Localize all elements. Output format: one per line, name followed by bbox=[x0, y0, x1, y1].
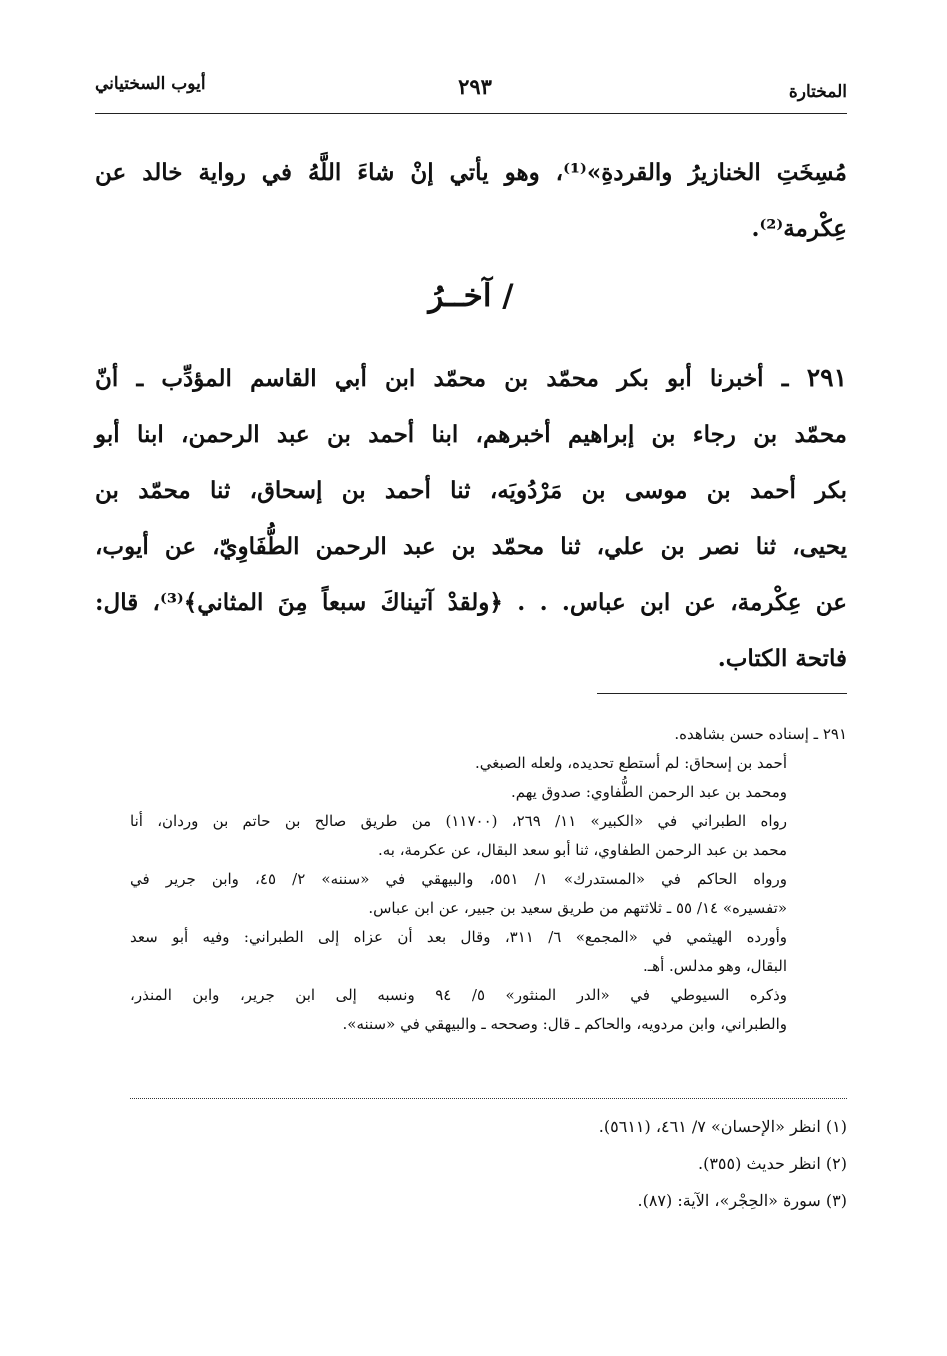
footnotes-divider bbox=[130, 1098, 847, 1099]
footnote: (٣) سورة «الحِجْر»، الآية: (٨٧). bbox=[637, 1191, 847, 1210]
note-line: ورواه الحاكم في «المستدرك» ١/ ٥٥١، والبيهقي في «سننه» ٢/ ٤٥، وابن جرير في bbox=[130, 870, 787, 888]
text-line bbox=[95, 350, 847, 407]
hadith-paragraph bbox=[95, 350, 847, 687]
text-line: بكر أحمد بن موسى بن مَرْدُويَه، ثنا أحمد بن إسحاق، ثنا محمّد بن bbox=[95, 477, 847, 504]
section-title: / آخــرُ bbox=[428, 278, 514, 314]
note-line: وذكره السيوطي في «الدر المنثور» ٥/ ٩٤ ونسبه إلى ابن جرير، وابن المنذر، bbox=[130, 986, 787, 1004]
note-line: أحمد بن إسحاق: لم أستطع تحديده، ولعله الصبغي. bbox=[474, 754, 787, 772]
note-line: ٢٩١ ـ إسناده حسن بشاهده. bbox=[674, 725, 847, 743]
note-line: والطبراني، وابن مردويه، والحاكم ـ قال: وصححه ـ والبيهقي في «سننه». bbox=[342, 1015, 787, 1033]
text-segment: ـ أخبرنا أبو بكر محمّد بن محمّد ابن أبي القاسم المؤدِّب ـ أنّ bbox=[95, 365, 789, 392]
footnote: (١) انظر «الإحسان» ٧/ ٤٦١، (٥٦١١). bbox=[598, 1117, 847, 1136]
text-line: فاتحة الكتاب. bbox=[717, 645, 847, 672]
note-line: «تفسيره» ١٤/ ٥٥ ـ ثلاثتهم من طريق سعيد بن جبير، عن ابن عباس. bbox=[368, 899, 787, 917]
note-line: محمد بن عبد الرحمن الطفاوي، ثنا أبو سعد البقال، عن عكرمة، به. bbox=[377, 841, 787, 859]
note-line: ومحمد بن عبد الرحمن الطُّفاوي: صدوق يهم. bbox=[510, 783, 787, 801]
page-number: ٢٩٣ bbox=[458, 74, 492, 99]
continuation-paragraph bbox=[95, 145, 847, 257]
commentary-notes bbox=[130, 720, 847, 1039]
note-line: البقال، وهو مدلس. أهـ. bbox=[643, 957, 787, 975]
running-header bbox=[95, 70, 847, 110]
chapter-title: أيوب السختياني bbox=[95, 74, 206, 94]
text-line: يحيى، ثنا نصر بن علي، ثنا محمّد بن عبد الرحمن الطُّفَاوِيّ، عن أيوب، bbox=[95, 533, 847, 560]
text-line: عِكْرمة⁽²⁾. bbox=[751, 215, 847, 242]
note-line: وأورده الهيثمي في «المجمع» ٦/ ٣١١، وقال بعد أن عزاه إلى الطبراني: وفيه أبو سعد bbox=[130, 928, 788, 946]
footnotes bbox=[95, 1108, 847, 1219]
hadith-number: ٢٩١ bbox=[806, 363, 848, 392]
text-line: مُسِخَتِ الخنازيرُ والقردةِ»⁽¹⁾، وهو يأتي إنْ شاءَ اللَّهُ في رواية خالد عن bbox=[95, 159, 847, 186]
header-divider bbox=[95, 113, 847, 114]
notes-divider bbox=[597, 693, 847, 694]
note-line: رواه الطبراني في «الكبير» ١١/ ٢٦٩، (١١٧٠٠) من طريق صالح بن حاتم بن وردان، أنا bbox=[130, 812, 787, 830]
text-line: محمّد بن رجاء بن إبراهيم أخبرهم، ابنا أحمد بن عبد الرحمن، ابنا أبو bbox=[95, 421, 847, 448]
book-title: المختارة bbox=[788, 82, 847, 102]
text-line: عن عِكْرمة، عن ابن عباس. . . ﴿ولقدْ آتيناكَ سبعاً مِنَ المثاني﴾⁽³⁾، قال: bbox=[95, 589, 847, 616]
footnote: (٢) انظر حديث (٣٥٥). bbox=[698, 1154, 847, 1173]
